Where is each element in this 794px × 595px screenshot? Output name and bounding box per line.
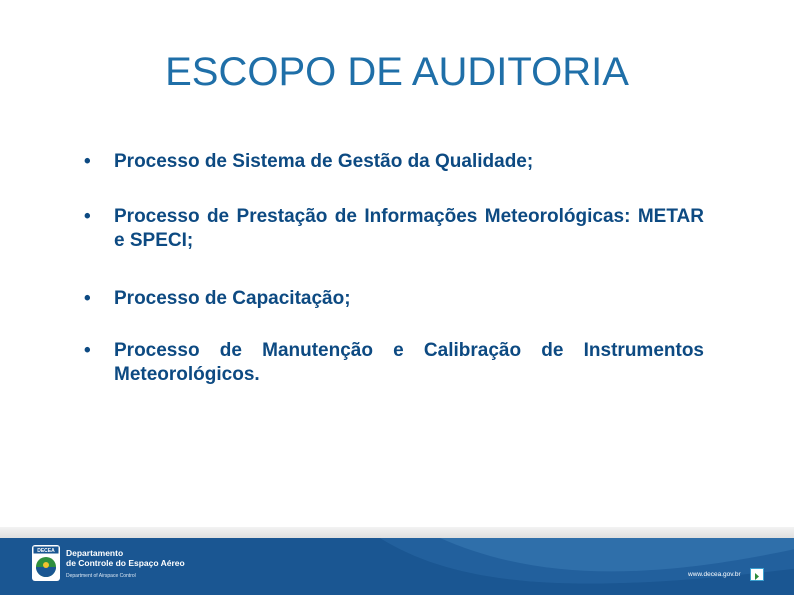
org-subtitle: Department of Airspace Control (66, 573, 136, 579)
slide-title: ESCOPO DE AUDITORIA (165, 50, 629, 94)
org-name (66, 548, 185, 568)
bullet-item (84, 339, 704, 387)
bullet-dot: • (84, 288, 91, 309)
bullet-text: Processo de Prestação de Informações Meteorológicas: METAR e SPECI; (114, 206, 704, 251)
bullet-dot: • (84, 151, 91, 172)
site-url-link[interactable]: www.decea.gov.br (688, 571, 741, 578)
bullet-dot: • (84, 206, 91, 227)
logo-text: DECEA (37, 548, 55, 554)
footer-wave-decoration (380, 538, 794, 595)
next-arrow-icon (751, 571, 763, 582)
org-name-line2: de Controle do Espaço Aéreo (66, 558, 185, 568)
bullet-text: Processo de Sistema de Gestão da Qualidade; (114, 151, 534, 172)
bullet-item (84, 287, 704, 311)
next-slide-button[interactable] (750, 568, 764, 581)
bullet-text: Processo de Capacitação; (114, 288, 351, 309)
bullet-item (84, 150, 704, 174)
bullet-dot: • (84, 340, 91, 361)
bullet-text: Processo de Manutenção e Calibração de Instrumentos Meteorológicos. (114, 340, 704, 385)
org-name-line1: Departamento (66, 548, 124, 558)
decea-logo-icon (32, 545, 60, 581)
bullet-item (84, 205, 704, 253)
